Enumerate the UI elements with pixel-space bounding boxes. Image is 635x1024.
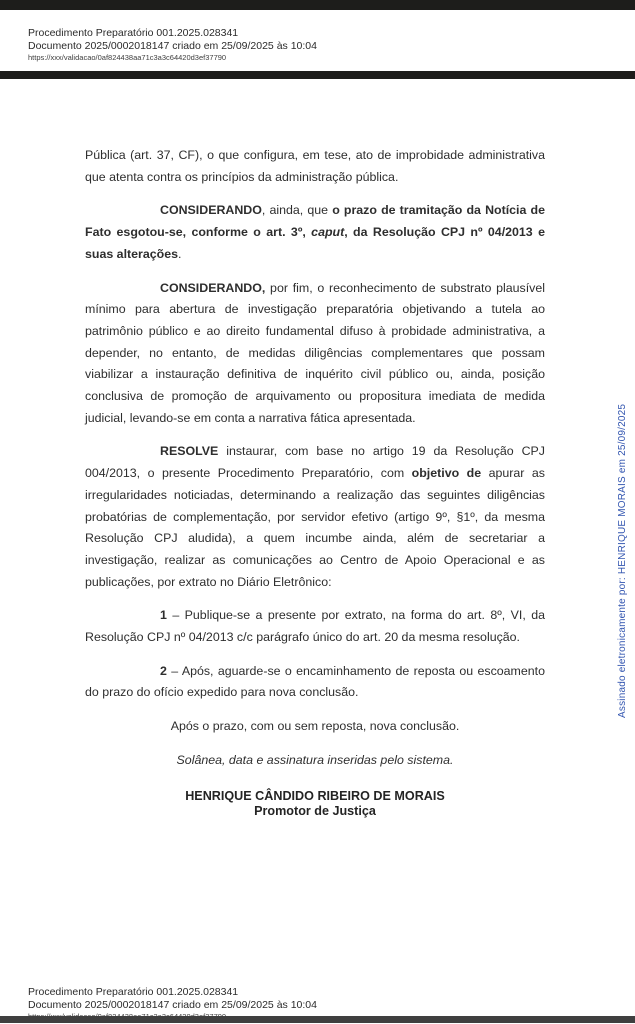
top-separator-bar xyxy=(0,0,635,10)
text-run: objetivo de xyxy=(411,466,482,481)
signature-block xyxy=(85,789,545,820)
text-run: 1 xyxy=(160,608,167,623)
text-run: o prazo de tramitação da Notícia de Fato esgotou-se, conforme o art. 3º, xyxy=(85,203,545,240)
document-body xyxy=(85,145,545,820)
paragraph xyxy=(85,605,545,648)
text-run: CONSIDERANDO xyxy=(160,203,262,218)
header-separator-bar xyxy=(0,71,635,79)
paragraph xyxy=(85,278,545,430)
paragraph xyxy=(85,200,545,265)
paragraph xyxy=(85,441,545,593)
text-run: por fim, o reconhecimento de substrato plausível mínimo para abertura de investigação preparatória objetivando a tutela ao patrimônio público e ao direito fundamental difuso à probidade administrativa, a depender, no entanto, de medidas diligências complementares que possam viabilizar a instauração definitiva de inquérito civil público ou, ainda, posição conclusiva de promoção de arquivamento ou propositura imediata de medida judicial, levando-se em conta a narrativa fática apresentada. xyxy=(85,280,545,425)
text-run: , da Resolução CPJ nº 04/2013 e suas alterações xyxy=(85,225,545,261)
text-run: – Publique-se a presente por extrato, na forma do art. 8º, VI, da Resolução CPJ nº 04/2013 c/c parágrafo único do art. 20 da mesma resolução. xyxy=(85,608,545,645)
text-run: RESOLVE xyxy=(160,444,219,459)
header-procedure-number: Procedimento Preparatório 001.2025.028341 xyxy=(28,27,239,39)
text-run: apurar as irregularidades noticiadas, determinando a realização das seguintes diligências probatórias de complementação, por servidor efetivo (artigo 9º, §1º, da mesma Resolução CPJ aludida), a quem incumbe ainda, além de secretariar a investigação, realizar as comunicações ao Centro de Apoio Operacional e as publicações, por extrato no Diário Eletrônico: xyxy=(85,466,545,589)
text-run: instaurar, com base no artigo 19 da Resolução CPJ 004/2013, o presente Procedimento Preparatório, com xyxy=(85,444,545,481)
paragraph xyxy=(85,716,545,738)
electronic-signature-stamp: Assinado eletronicamente por: HENRIQUE MORAIS em 25/09/2025 xyxy=(617,403,628,718)
header-document-info: Documento 2025/0002018147 criado em 25/09/2025 às 10:04 xyxy=(28,40,317,52)
footer-procedure-number: Procedimento Preparatório 001.2025.028341 xyxy=(28,986,239,998)
header-validation-url: https://xxx/validacao/0af824438aa71c3a3c64420d3ef37790 xyxy=(28,53,227,62)
text-run: caput xyxy=(311,225,345,240)
bottom-separator-bar xyxy=(0,1016,635,1023)
signer-role: Promotor de Justiça xyxy=(254,804,376,819)
text-run: CONSIDERANDO, xyxy=(160,280,266,295)
text-run: Pública (art. 37, CF), o que configura, em tese, ato de improbidade administrativa que atenta contra os princípios da administração pública. xyxy=(85,148,545,184)
text-run: 2 xyxy=(160,663,167,678)
signer-name: HENRIQUE CÂNDIDO RIBEIRO DE MORAIS xyxy=(185,788,445,803)
paragraph xyxy=(85,750,545,772)
paragraph xyxy=(85,145,545,188)
text-run: Solânea, data e assinatura inseridas pelo sistema. xyxy=(176,752,454,767)
text-run: – Após, aguarde-se o encaminhamento de reposta ou escoamento do prazo do ofício expedido para nova conclusão. xyxy=(85,663,545,700)
document-header xyxy=(28,27,615,63)
text-run: , ainda, que xyxy=(261,203,333,218)
paragraph xyxy=(85,661,545,704)
text-run: Após o prazo, com ou sem reposta, nova conclusão. xyxy=(170,719,460,734)
footer-document-info: Documento 2025/0002018147 criado em 25/09/2025 às 10:04 xyxy=(28,999,317,1011)
text-run: . xyxy=(178,246,182,261)
